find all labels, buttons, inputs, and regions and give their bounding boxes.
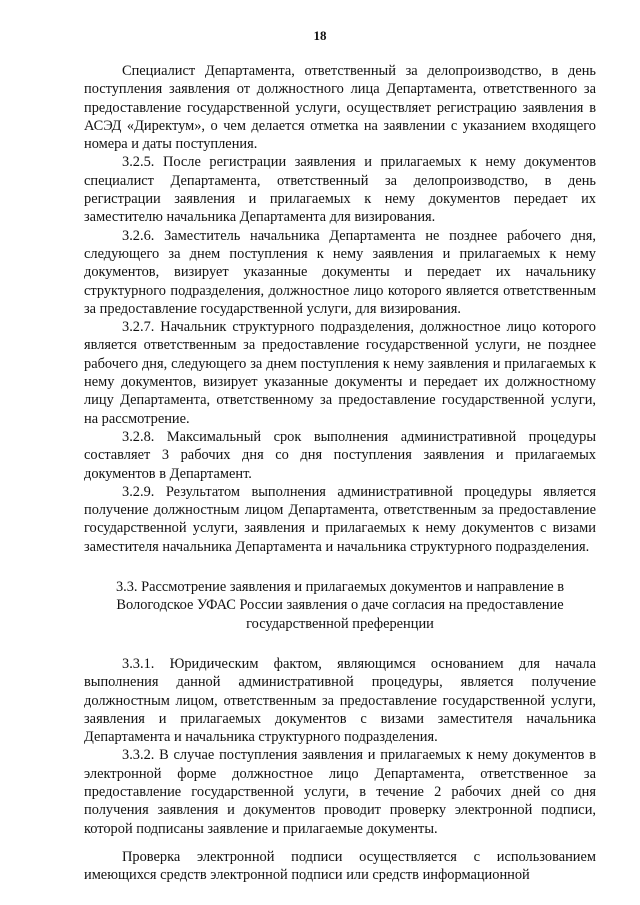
paragraph-3-3-1: 3.3.1. Юридическим фактом, являющимся основанием для начала выполнения данной административной процедуры, является получение должностным лицом, ответственным за предоставление государственной услуги, заявления и прилагаемых документов с визами заместителя начальника Департамента и начальника структурного подразделения.: [84, 655, 596, 746]
document-body: [84, 62, 596, 884]
paragraph-3-2-7: 3.2.7. Начальник структурного подразделения, должностное лицо которого является ответственным за предоставление государственной услуги, не позднее рабочего дня, следующего за днем поступления к нему заявления и прилагаемых к нему документов, визирует указанные документы и передает их должностному лицу Департамента, ответственному за предоставление государственной услуги, на рассмотрение.: [84, 319, 596, 427]
paragraph-3-2-8: 3.2.8. Максимальный срок выполнения административной процедуры составляет 3 рабочих дня со дня поступления заявления и прилагаемых документов в Департамент.: [84, 428, 596, 482]
paragraph-3-3-2: 3.3.2. В случае поступления заявления и прилагаемых к нему документов в электронной форме должностное лицо Департамента, ответственное за предоставление государственной услуги, в течение 2 рабочих дней со дня получения заявления и документов проводит проверку электронной подписи, которой подписаны заявление и прилагаемые документы.: [84, 747, 596, 837]
paragraph-3-2-9: 3.2.9. Результатом выполнения административной процедуры является получение должностным лицом Департамента, ответственным за предоставление государственной услуги, заявления и прилагаемых к нему документов с визами заместителя начальника Департамента и начальника структурного подразделения.: [84, 483, 596, 555]
paragraph-3-2-6: 3.2.6. Заместитель начальника Департамента не позднее рабочего дня, следующего за днем поступления к нему заявления и прилагаемых к нему документов, визирует указанные документы и передает их начальнику структурного подразделения, должностное лицо которого является ответственным за предоставление государственной услуги, для визирования.: [84, 227, 596, 317]
page-number: 18: [313, 28, 327, 43]
section-title-3-3: 3.3. Рассмотрение заявления и прилагаемых документов и направление в Вологодское УФАС России заявления о даче согласия на предоставление государственной преференции: [115, 579, 565, 632]
paragraph-registration: Специалист Департамента, ответственный за делопроизводство, в день поступления заявления от должностного лица Департамента, ответственного за предоставление государственной услуги, осуществляет регистрацию заявления в АСЭД «Директум», о чем делается отметка на заявлении с указанием входящего номера и даты поступления.: [84, 63, 596, 153]
paragraph-3-2-5: 3.2.5. После регистрации заявления и прилагаемых к нему документов специалист Департамента, ответственный за делопроизводство, в день регистрации заявления и прилагаемых к нему документов передает их заместителю начальника Департамента для визирования.: [84, 154, 596, 226]
paragraph-signature-check: Проверка электронной подписи осуществляется с использованием имеющихся средств электронной подписи или средств информационной: [84, 848, 596, 884]
